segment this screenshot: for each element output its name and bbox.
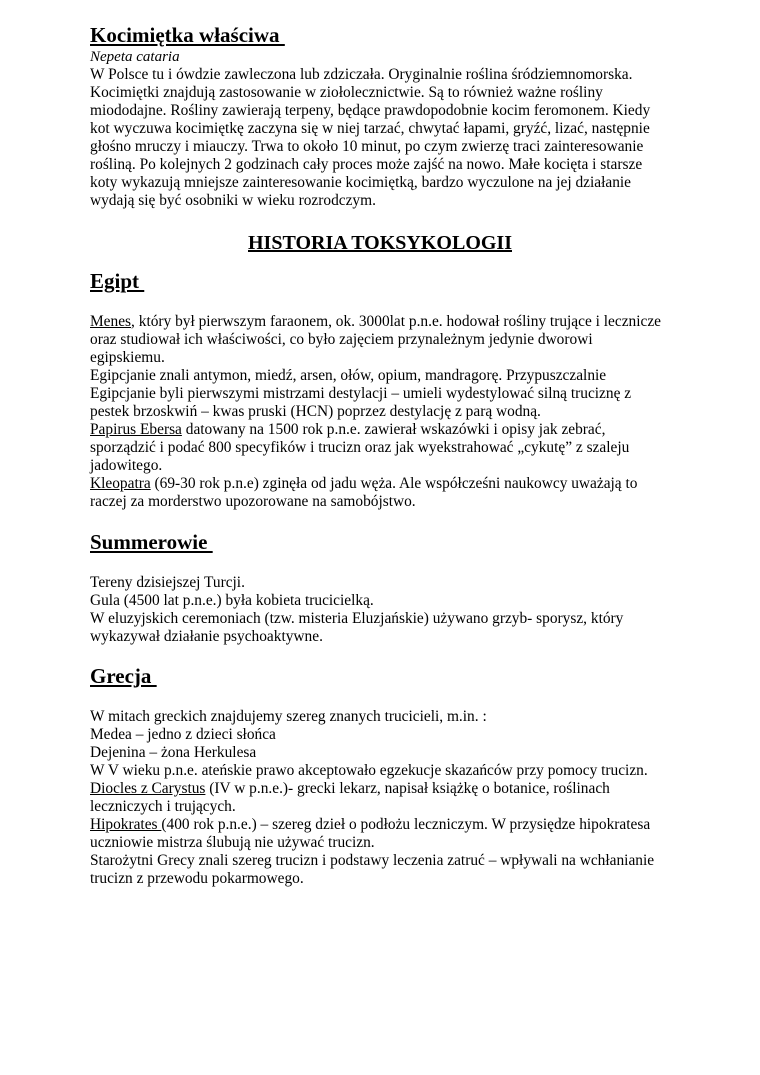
- catnip-latin-name: Nepeta cataria: [90, 49, 180, 65]
- egypt-paragraph: [90, 313, 670, 511]
- diocles-link-text: Diocles z Carystus: [90, 780, 206, 797]
- text-line: leczniczych i trujących.: [90, 798, 236, 815]
- hippocrates-link-text: Hipokrates: [90, 816, 162, 833]
- text-line: W eluzyjskich ceremoniach (tzw. misteria Eluzjańskie) używano grzyb- sporysz, który: [90, 610, 624, 627]
- text-line: uczniowie mistrza ślubują nie używać trucizn.: [90, 834, 375, 851]
- text-line: [90, 313, 670, 331]
- text-line: raczej za morderstwo upozorowane na samobójstwo.: [90, 493, 416, 510]
- menes-link-text: Menes: [90, 313, 132, 330]
- text-span: (IV w p.n.e.)- grecki lekarz, napisał książkę o botanice, roślinach: [205, 780, 610, 797]
- text-line: [90, 780, 670, 798]
- text-line: oraz studiował ich właściwości, co było zajęciem przynależnym jedynie dworowi egipskiemu.: [90, 331, 593, 366]
- text-line: jadowitego.: [90, 457, 163, 474]
- text-line: Egipcjanie znali antymon, miedź, arsen, ołów, opium, mandragorę. Przypuszczalnie: [90, 367, 607, 384]
- text-line: miododajne. Rośliny zawierają terpeny, będące prawdopodobnie kocim feromonem. Kiedy: [90, 102, 651, 119]
- text-line: koty wykazują mniejsze zainteresowanie kocimiętką, bardzo wyczulone na jej działanie: [90, 174, 632, 191]
- text-span: datowany na 1500 rok p.n.e. zawierał wskazówki i opisy jak zebrać,: [181, 421, 606, 438]
- cleopatra-link-text: Kleopatra: [90, 475, 151, 492]
- text-line: [90, 421, 670, 439]
- text-line: W V wieku p.n.e. ateńskie prawo akceptowało egzekucje skazańców przy pomocy trucizn.: [90, 762, 648, 779]
- text-span: (69-30 rok p.n.e) zginęła od jadu węża. Ale współcześni naukowcy uważają to: [150, 475, 638, 492]
- greece-paragraph: [90, 708, 670, 888]
- text-line: wydają się być osobniki w wieku rozrodczym.: [90, 192, 376, 209]
- greece-heading: Grecja: [90, 664, 157, 688]
- main-title: HISTORIA TOKSYKOLOGII: [248, 232, 512, 254]
- catnip-heading: Kocimiętka właściwa: [90, 23, 285, 47]
- catnip-paragraph: [90, 66, 670, 210]
- sumer-paragraph: [90, 574, 670, 646]
- text-span: , który był pierwszym faraonem, ok. 3000lat p.n.e. hodował rośliny trujące i lecznicze: [131, 313, 662, 330]
- text-line: Kocimiętki znajdują zastosowanie w ziołolecznictwie. Są to również ważne rośliny: [90, 84, 603, 101]
- text-line: Medea – jedno z dzieci słońca: [90, 726, 276, 743]
- text-line: W Polsce tu i ówdzie zawleczona lub zdziczała. Oryginalnie roślina śródziemnomorska.: [90, 66, 633, 83]
- text-line: trucizn z przewodu pokarmowego.: [90, 870, 304, 887]
- sumer-heading: Summerowie: [90, 530, 213, 554]
- text-line: rośliną. Po kolejnych 2 godzinach cały proces może zajść na nowo. Małe kocięta i starsze: [90, 156, 643, 173]
- papyrus-link-text: Papirus Ebersa: [90, 421, 182, 438]
- text-line: Starożytni Grecy znali szereg trucizn i podstawy leczenia zatruć – wpływali na wchłanianie: [90, 852, 655, 869]
- text-line: kot wyczuwa kocimiętkę zaczyna się w niej tarzać, chwytać łapami, gryźć, lizać, następnie: [90, 120, 650, 137]
- text-line: [90, 475, 670, 493]
- text-line: wykazywał działanie psychoaktywne.: [90, 628, 323, 645]
- egypt-heading: Egipt: [90, 269, 145, 293]
- text-line: [90, 816, 670, 834]
- text-line: Dejenina – żona Herkulesa: [90, 744, 257, 761]
- text-line: Gula (4500 lat p.n.e.) była kobieta trucicielką.: [90, 592, 374, 609]
- text-line: pestek brzoskwiń – kwas pruski (HCN) poprzez destylację z parą wodną.: [90, 403, 541, 420]
- text-line: Egipcjanie byli pierwszymi mistrzami destylacji – umieli wydestylować silną truciznę z: [90, 385, 632, 402]
- text-line: głośno mruczy i miauczy. Trwa to około 10 minut, po czym zwierzę traci zainteresowanie: [90, 138, 644, 155]
- document-content: [90, 22, 670, 888]
- text-line: sporządzić i podać 800 specyfików i trucizn oraz jak wyekstrahować „cykutę” z szaleju: [90, 439, 630, 456]
- text-span: (400 rok p.n.e.) – szereg dzieł o podłożu leczniczym. W przysiędze hipokratesa: [161, 816, 651, 833]
- text-line: Tereny dzisiejszej Turcji.: [90, 574, 245, 591]
- text-line: W mitach greckich znajdujemy szereg znanych trucicieli, m.in. :: [90, 708, 487, 725]
